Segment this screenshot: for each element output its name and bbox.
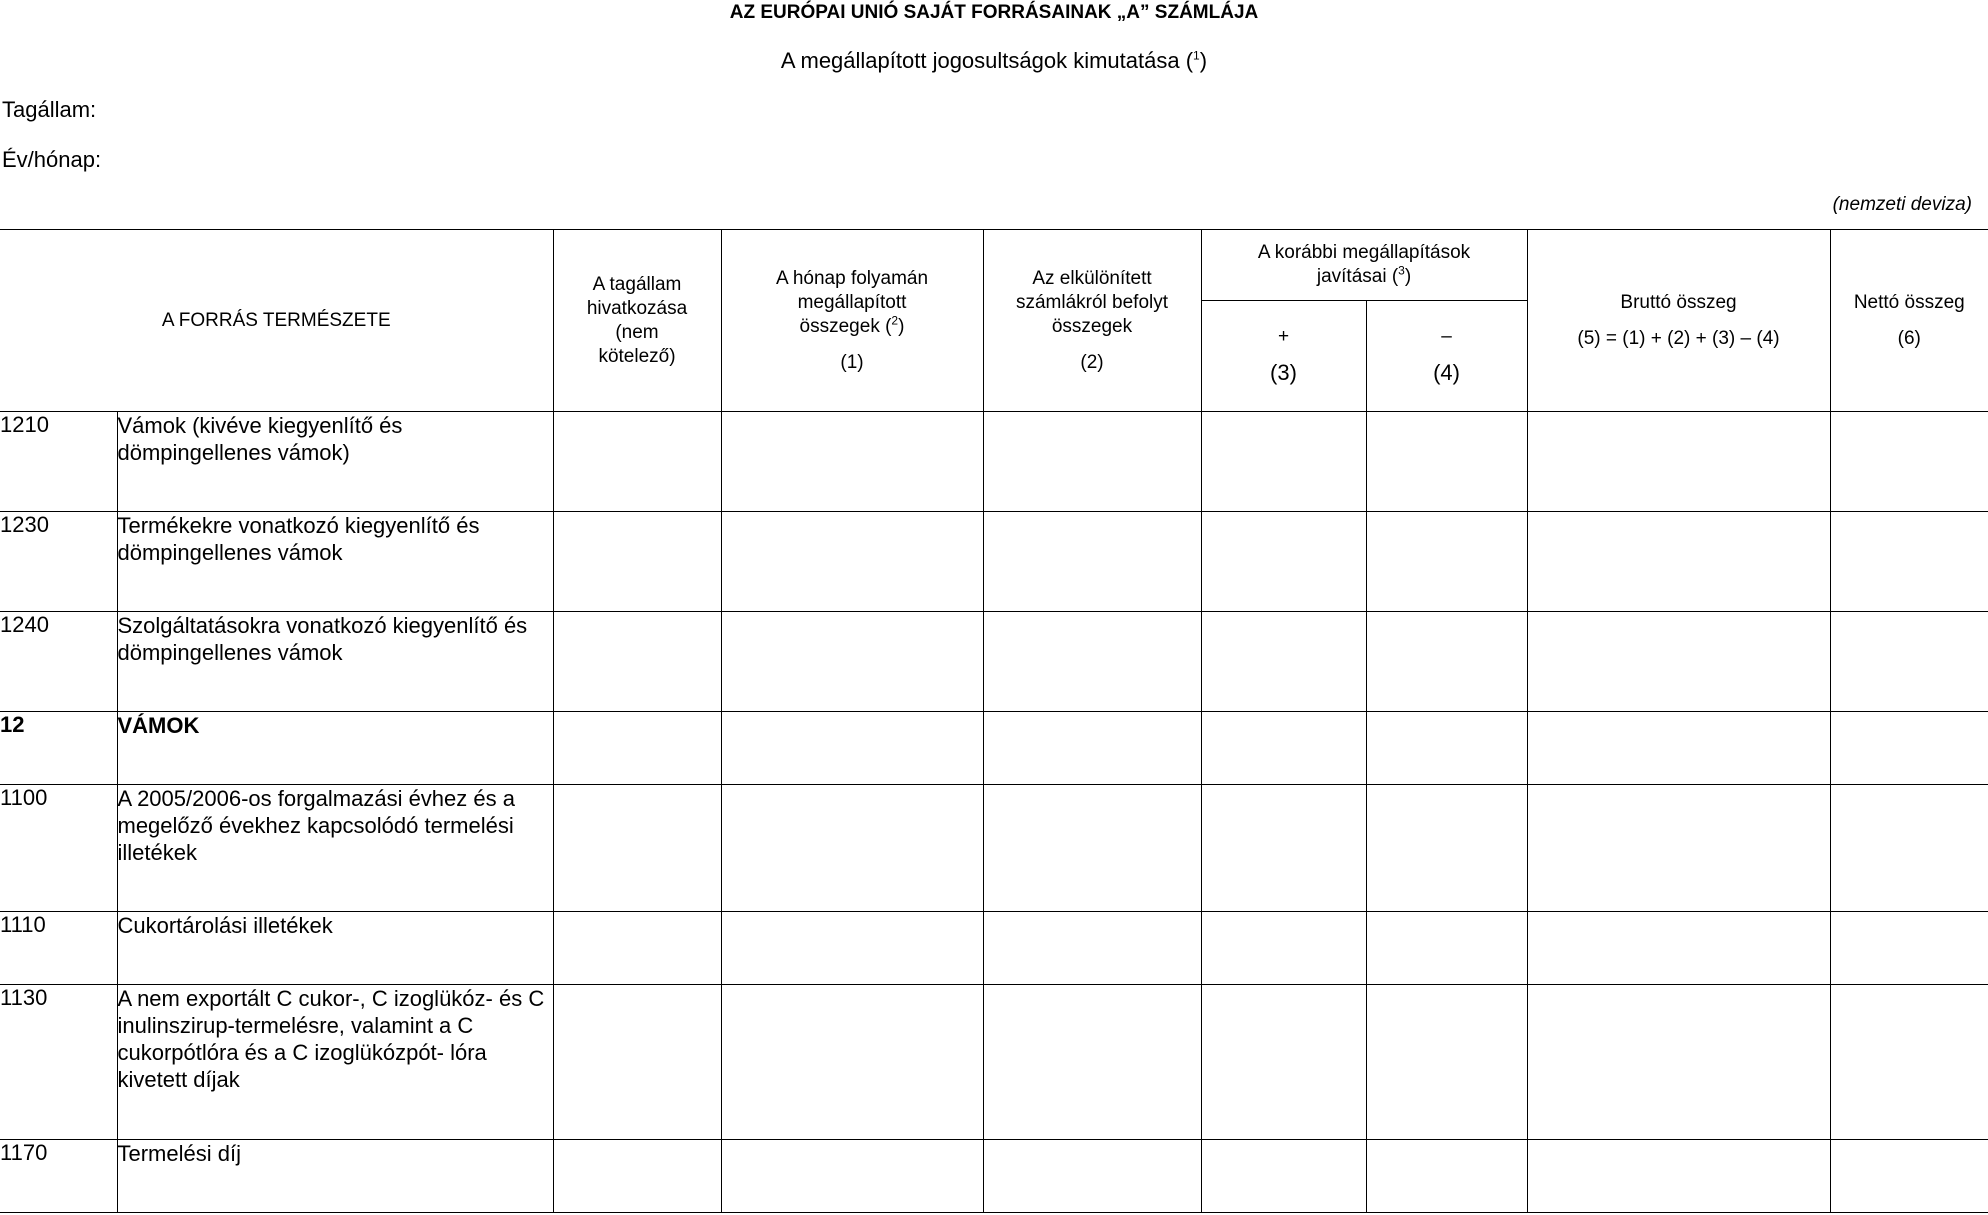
header-separate-accounts (983, 230, 1201, 412)
header-reference-line: hivatkozása (586, 297, 688, 319)
minus-correction-cell[interactable] (1366, 985, 1527, 1140)
header-plus-sign: + (1277, 326, 1290, 347)
table-row (0, 1140, 1988, 1213)
month-amount-cell[interactable] (721, 612, 983, 712)
month-amount-cell[interactable] (721, 1140, 983, 1213)
reference-cell[interactable] (553, 1140, 721, 1213)
row-code: 12 (0, 712, 117, 785)
row-description: Cukortárolási illetékek (117, 912, 553, 985)
header-corrections-line: javításai ( (1316, 266, 1399, 287)
header-plus-number: (3) (1270, 360, 1297, 385)
separate-amount-cell[interactable] (983, 412, 1201, 512)
reference-cell[interactable] (553, 985, 721, 1140)
header-net-number: (6) (1897, 327, 1921, 349)
month-amount-cell[interactable] (721, 412, 983, 512)
gross-amount-cell[interactable] (1527, 412, 1830, 512)
period-label: Év/hónap: (2, 147, 102, 172)
row-code: 1170 (0, 1140, 117, 1213)
month-amount-cell[interactable] (721, 712, 983, 785)
reference-cell[interactable] (553, 412, 721, 512)
row-description: A nem exportált C cukor-, C izoglükóz- és C inulinszirup-termelésre, valamint a C cukorpótlóra és a C izoglükózpót- lóra kivetett díjak (117, 985, 553, 1140)
row-code: 1100 (0, 785, 117, 912)
currency-note: (nemzeti deviza) (1832, 194, 1972, 215)
row-code: 1110 (0, 912, 117, 985)
month-amount-cell[interactable] (721, 785, 983, 912)
gross-amount-cell[interactable] (1527, 912, 1830, 985)
row-code: 1210 (0, 412, 117, 512)
member-state-label: Tagállam: (2, 97, 97, 122)
header-corrections (1201, 230, 1527, 301)
gross-amount-cell[interactable] (1527, 785, 1830, 912)
table-row (0, 912, 1988, 985)
gross-amount-cell[interactable] (1527, 712, 1830, 785)
separate-amount-cell[interactable] (983, 785, 1201, 912)
header-separate-line: Az elkülönített (1032, 267, 1152, 289)
minus-correction-cell[interactable] (1366, 612, 1527, 712)
header-month-number: (1) (840, 351, 864, 373)
header-plus (1201, 301, 1366, 412)
separate-amount-cell[interactable] (983, 985, 1201, 1140)
net-amount-cell[interactable] (1830, 512, 1988, 612)
header-reference-line: (nem (615, 321, 659, 343)
row-description: A 2005/2006-os forgalmazási évhez és a megelőző évekhez kapcsolódó termelési illetékek (117, 785, 553, 912)
header-gross-formula: (5) = (1) + (2) + (3) – (4) (1577, 327, 1780, 349)
header-minus (1366, 301, 1527, 412)
header-separate-line: számlákról befolyt (1015, 291, 1169, 313)
gross-amount-cell[interactable] (1527, 512, 1830, 612)
row-description: Termékekre vonatkozó kiegyenlítő és dömpingellenes vámok (117, 512, 553, 612)
separate-amount-cell[interactable] (983, 712, 1201, 785)
separate-amount-cell[interactable] (983, 512, 1201, 612)
table-row (0, 712, 1988, 785)
reference-cell[interactable] (553, 512, 721, 612)
net-amount-cell[interactable] (1830, 412, 1988, 512)
month-amount-cell[interactable] (721, 512, 983, 612)
row-description: VÁMOK (117, 712, 553, 785)
reference-cell[interactable] (553, 612, 721, 712)
header-net (1830, 230, 1988, 412)
table-row (0, 985, 1988, 1140)
plus-correction-cell[interactable] (1201, 912, 1366, 985)
reference-cell[interactable] (553, 912, 721, 985)
header-net-label: Nettó összeg (1853, 291, 1965, 313)
plus-correction-cell[interactable] (1201, 412, 1366, 512)
header-month-footnote: 2 (891, 313, 899, 328)
plus-correction-cell[interactable] (1201, 785, 1366, 912)
header-corrections-close: ) (1404, 266, 1412, 287)
header-month-line: megállapított (797, 291, 907, 313)
net-amount-cell[interactable] (1830, 712, 1988, 785)
plus-correction-cell[interactable] (1201, 712, 1366, 785)
separate-amount-cell[interactable] (983, 1140, 1201, 1213)
net-amount-cell[interactable] (1830, 612, 1988, 712)
plus-correction-cell[interactable] (1201, 985, 1366, 1140)
header-separate-number: (2) (1080, 351, 1104, 373)
reference-cell[interactable] (553, 785, 721, 912)
resources-table (0, 229, 1988, 1213)
form-title: AZ EURÓPAI UNIÓ SAJÁT FORRÁSAINAK „A” SZÁMLÁJA (729, 2, 1259, 23)
table-row (0, 785, 1988, 912)
plus-correction-cell[interactable] (1201, 512, 1366, 612)
separate-amount-cell[interactable] (983, 912, 1201, 985)
subtitle-close: ) (1199, 48, 1208, 73)
net-amount-cell[interactable] (1830, 985, 1988, 1140)
minus-correction-cell[interactable] (1366, 512, 1527, 612)
subtitle-text: A megállapított jogosultságok kimutatása ( (780, 48, 1194, 73)
net-amount-cell[interactable] (1830, 912, 1988, 985)
table-row (0, 612, 1988, 712)
header-separate-line: összegek (1051, 315, 1133, 337)
header-corrections-line: A korábbi megállapítások (1257, 242, 1471, 263)
month-amount-cell[interactable] (721, 985, 983, 1140)
table-row (0, 512, 1988, 612)
minus-correction-cell[interactable] (1366, 785, 1527, 912)
header-gross (1527, 230, 1830, 412)
minus-correction-cell[interactable] (1366, 1140, 1527, 1213)
plus-correction-cell[interactable] (1201, 1140, 1366, 1213)
header-nature: A FORRÁS TERMÉSZETE (0, 230, 553, 412)
gross-amount-cell[interactable] (1527, 985, 1830, 1140)
net-amount-cell[interactable] (1830, 1140, 1988, 1213)
row-description: Szolgáltatásokra vonatkozó kiegyenlítő és dömpingellenes vámok (117, 612, 553, 712)
row-description: Termelési díj (117, 1140, 553, 1213)
minus-correction-cell[interactable] (1366, 712, 1527, 785)
header-month-line: A hónap folyamán (775, 267, 929, 289)
gross-amount-cell[interactable] (1527, 612, 1830, 712)
header-minus-number: (4) (1433, 360, 1460, 385)
header-month-amounts (721, 230, 983, 412)
gross-amount-cell[interactable] (1527, 1140, 1830, 1213)
table-row (0, 412, 1988, 512)
header-minus-sign: – (1441, 326, 1452, 347)
minus-correction-cell[interactable] (1366, 912, 1527, 985)
row-code: 1130 (0, 985, 117, 1140)
header-reference (553, 230, 721, 412)
header-gross-label: Bruttó összeg (1620, 291, 1737, 313)
net-amount-cell[interactable] (1830, 785, 1988, 912)
minus-correction-cell[interactable] (1366, 412, 1527, 512)
month-amount-cell[interactable] (721, 912, 983, 985)
reference-cell[interactable] (553, 712, 721, 785)
header-corrections-footnote: 3 (1398, 263, 1405, 278)
plus-correction-cell[interactable] (1201, 612, 1366, 712)
row-code: 1230 (0, 512, 117, 612)
form-subtitle (0, 48, 1988, 74)
header-month-line: összegek ( (799, 315, 892, 337)
separate-amount-cell[interactable] (983, 612, 1201, 712)
row-description: Vámok (kivéve kiegyenlítő és dömpingellenes vámok) (117, 412, 553, 512)
header-reference-line: A tagállam (592, 273, 682, 295)
header-reference-line: kötelező) (598, 345, 676, 367)
row-code: 1240 (0, 612, 117, 712)
header-month-close: ) (898, 315, 905, 337)
subtitle-footnote: 1 (1193, 48, 1200, 63)
